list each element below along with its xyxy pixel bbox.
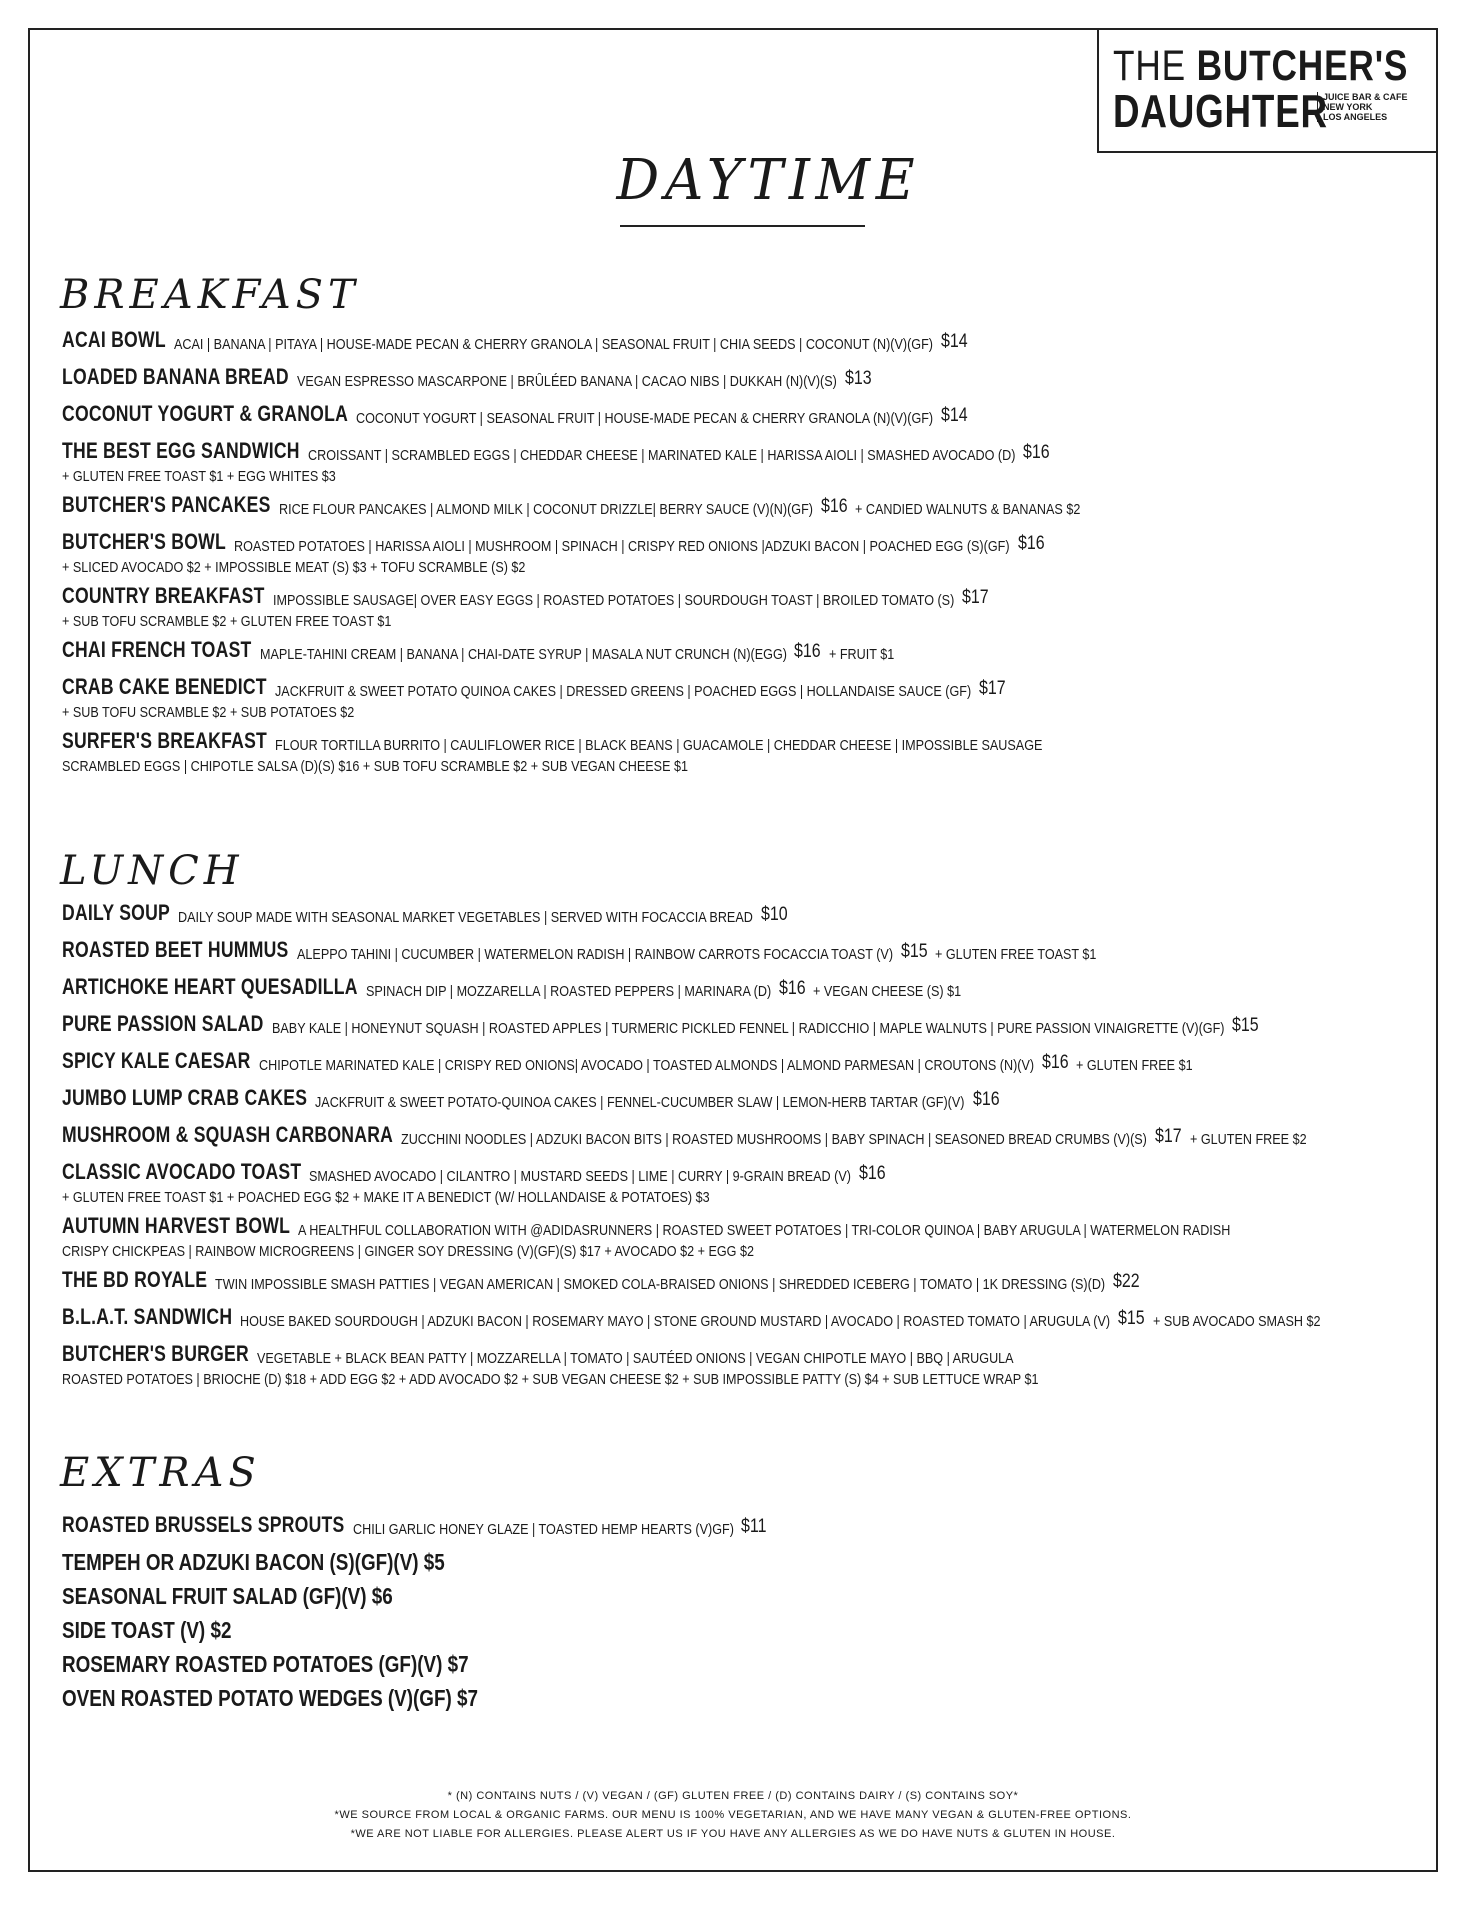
menu-item bbox=[62, 402, 1432, 431]
item-addon: + GLUTEN FREE $1 bbox=[1076, 1057, 1193, 1074]
brand-subtitle: JUICE BAR & CAFE NEW YORK LOS ANGELES bbox=[1317, 92, 1408, 122]
item-addon: + GLUTEN FREE TOAST $1 bbox=[935, 946, 1097, 963]
brand-line1: THE BUTCHER'S bbox=[1113, 42, 1409, 90]
menu-item bbox=[62, 938, 1432, 967]
item-name: CHAI FRENCH TOAST bbox=[62, 637, 252, 662]
item-desc: RICE FLOUR PANCAKES | ALMOND MILK | COCONUT DRIZZLE| BERRY SAUCE (V)(N)(GF) bbox=[278, 501, 813, 518]
menu-item bbox=[62, 1305, 1432, 1334]
list-item: SEASONAL FRUIT SALAD (GF)(V) $6 bbox=[62, 1583, 393, 1609]
menu-item bbox=[62, 439, 1432, 485]
menu-item bbox=[62, 530, 1432, 576]
item-price: $13 bbox=[844, 368, 872, 389]
item-desc: ACAI | BANANA | PITAYA | HOUSE-MADE PECAN & CHERRY GRANOLA | SEASONAL FRUIT | CHIA SEEDS | COCONUT (N)(V)(GF) bbox=[173, 336, 933, 353]
item-name: CRAB CAKE BENEDICT bbox=[62, 674, 267, 699]
item-addon: + GLUTEN FREE $2 bbox=[1189, 1131, 1307, 1148]
item-price: $15 bbox=[1118, 1308, 1145, 1329]
item-name: BUTCHER'S BURGER bbox=[62, 1341, 249, 1366]
brand-logo bbox=[1097, 28, 1438, 153]
item-price: $16 bbox=[1017, 533, 1045, 554]
menu-item bbox=[62, 1086, 1432, 1115]
menu-item bbox=[62, 901, 1432, 930]
item-addon: + CANDIED WALNUTS & BANANAS $2 bbox=[855, 501, 1081, 518]
list-item: ROSEMARY ROASTED POTATOES (GF)(V) $7 bbox=[62, 1651, 469, 1677]
list-item: OVEN ROASTED POTATO WEDGES (V)(GF) $7 bbox=[62, 1685, 479, 1711]
menu-item bbox=[62, 1160, 1432, 1206]
item-price: $16 bbox=[1041, 1052, 1069, 1073]
item-desc: BABY KALE | HONEYNUT SQUASH | ROASTED APPLES | TURMERIC PICKLED FENNEL | RADICCHIO | MAPLE WALNUTS | PURE PASSION VINAIGRETTE (V)(GF) bbox=[271, 1020, 1224, 1037]
item-desc: FLOUR TORTILLA BURRITO | CAULIFLOWER RICE | BLACK BEANS | GUACAMOLE | CHEDDAR CHEESE | IMPOSSIBLE SAUSAGE bbox=[275, 737, 1043, 754]
item-desc: DAILY SOUP MADE WITH SEASONAL MARKET VEGETABLES | SERVED WITH FOCACCIA BREAD bbox=[178, 909, 753, 926]
item-continuation: + SUB TOFU SCRAMBLE $2 + GLUTEN FREE TOAST $1 bbox=[62, 613, 392, 630]
menu-item bbox=[62, 1214, 1432, 1260]
menu-item bbox=[62, 1049, 1432, 1078]
item-name: ARTICHOKE HEART QUESADILLA bbox=[62, 974, 358, 999]
item-name: MUSHROOM & SQUASH CARBONARA bbox=[62, 1122, 394, 1147]
extras-list bbox=[62, 1513, 1432, 1712]
menu-item bbox=[62, 328, 1432, 357]
item-desc: COCONUT YOGURT | SEASONAL FRUIT | HOUSE-MADE PECAN & CHERRY GRANOLA (N)(V)(GF) bbox=[356, 410, 934, 427]
item-name: COCONUT YOGURT & GRANOLA bbox=[62, 401, 349, 426]
item-price: $16 bbox=[859, 1163, 886, 1184]
item-continuation: + GLUTEN FREE TOAST $1 + EGG WHITES $3 bbox=[62, 468, 336, 485]
item-name: SPICY KALE CAESAR bbox=[62, 1048, 251, 1073]
item-price: $10 bbox=[760, 904, 788, 925]
item-desc: A HEALTHFUL COLLABORATION WITH @ADIDASRUNNERS | ROASTED SWEET POTATOES | TRI-COLOR QUINOA | BABY ARUGULA | WATERMELON RADISH bbox=[298, 1222, 1231, 1239]
item-addon: + SUB AVOCADO SMASH $2 bbox=[1152, 1313, 1321, 1330]
menu-item bbox=[62, 1123, 1432, 1152]
item-desc: MAPLE-TAHINI CREAM | BANANA | CHAI-DATE SYRUP | MASALA NUT CRUNCH (N)(EGG) bbox=[259, 646, 787, 663]
item-desc: ZUCCHINI NOODLES | ADZUKI BACON BITS | ROASTED MUSHROOMS | BABY SPINACH | SEASONED BREAD CRUMBS (V)(S) bbox=[401, 1131, 1147, 1148]
item-name: THE BEST EGG SANDWICH bbox=[62, 438, 300, 463]
item-name: ROASTED BRUSSELS SPROUTS bbox=[62, 1512, 345, 1537]
menu-item bbox=[62, 675, 1432, 721]
menu-item bbox=[62, 1012, 1432, 1041]
item-desc: CROISSANT | SCRAMBLED EGGS | CHEDDAR CHEESE | MARINATED KALE | HARISSA AIOLI | SMASHED AVOCADO (D) bbox=[307, 447, 1016, 464]
footer-line: *WE ARE NOT LIABLE FOR ALLERGIES. PLEASE ALERT US IF YOU HAVE ANY ALLERGIES AS WE DO HAVE NUTS & GLUTEN IN HOUSE. bbox=[350, 1828, 1116, 1840]
item-price: $17 bbox=[961, 587, 989, 608]
item-continuation: + SUB TOFU SCRAMBLE $2 + SUB POTATOES $2 bbox=[62, 704, 355, 721]
item-desc: VEGETABLE + BLACK BEAN PATTY | MOZZARELLA | TOMATO | SAUTÉED ONIONS | VEGAN CHIPOTLE MAYO | BBQ | ARUGULA bbox=[256, 1350, 1014, 1367]
menu-item bbox=[62, 1342, 1432, 1388]
item-price: $16 bbox=[794, 641, 822, 662]
item-desc: HOUSE BAKED SOURDOUGH | ADZUKI BACON | ROSEMARY MAYO | STONE GROUND MUSTARD | AVOCADO | ROASTED TOMATO | ARUGULA (V) bbox=[240, 1313, 1111, 1330]
item-name: COUNTRY BREAKFAST bbox=[62, 583, 265, 608]
footer-line: * (N) CONTAINS NUTS / (V) VEGAN / (GF) GLUTEN FREE / (D) CONTAINS DAIRY / (S) CONTAINS SOY* bbox=[447, 1790, 1019, 1802]
item-desc: SMASHED AVOCADO | CILANTRO | MUSTARD SEEDS | LIME | CURRY | 9-GRAIN BREAD (V) bbox=[309, 1168, 852, 1185]
page-title: DAYTIME bbox=[616, 148, 921, 213]
item-desc: IMPOSSIBLE SAUSAGE| OVER EASY EGGS | ROASTED POTATOES | SOURDOUGH TOAST | BROILED TOMATO (S) bbox=[272, 592, 954, 609]
breakfast-heading: BREAKFAST bbox=[60, 272, 360, 318]
item-price: $14 bbox=[940, 331, 968, 352]
item-price: $16 bbox=[972, 1089, 1000, 1110]
item-name: ROASTED BEET HUMMUS bbox=[62, 937, 289, 962]
footer-notes bbox=[28, 1790, 1438, 1847]
item-name: DAILY SOUP bbox=[62, 900, 171, 925]
item-price: $11 bbox=[741, 1516, 767, 1537]
item-continuation: CRISPY CHICKPEAS | RAINBOW MICROGREENS | GINGER SOY DRESSING (V)(GF)(S) $17 + AVOCADO $2 + EGG $2 bbox=[62, 1243, 755, 1260]
item-name: SURFER'S BREAKFAST bbox=[62, 728, 268, 753]
menu-item bbox=[62, 1268, 1432, 1297]
item-price: $16 bbox=[820, 496, 848, 517]
brand-line2: DAUGHTER bbox=[1113, 85, 1328, 137]
item-price: $15 bbox=[900, 941, 928, 962]
item-desc: SPINACH DIP | MOZZARELLA | ROASTED PEPPERS | MARINARA (D) bbox=[365, 983, 771, 1000]
item-name: BUTCHER'S PANCAKES bbox=[62, 492, 271, 517]
breakfast-list bbox=[62, 328, 1432, 783]
item-name: JUMBO LUMP CRAB CAKES bbox=[62, 1085, 308, 1110]
item-continuation: SCRAMBLED EGGS | CHIPOTLE SALSA (D)(S) $16 + SUB TOFU SCRAMBLE $2 + SUB VEGAN CHEESE $1 bbox=[62, 758, 689, 775]
item-price: $16 bbox=[778, 978, 806, 999]
menu-item bbox=[62, 493, 1432, 522]
item-desc: CHIPOTLE MARINATED KALE | CRISPY RED ONIONS| AVOCADO | TOASTED ALMONDS | ALMOND PARMESAN | CROUTONS (N)(V) bbox=[258, 1057, 1034, 1074]
list-item: TEMPEH OR ADZUKI BACON (S)(GF)(V) $5 bbox=[62, 1549, 445, 1575]
menu-item bbox=[62, 638, 1432, 667]
item-desc: ALEPPO TAHINI | CUCUMBER | WATERMELON RADISH | RAINBOW CARROTS FOCACCIA TOAST (V) bbox=[296, 946, 893, 963]
item-price: $14 bbox=[941, 405, 968, 426]
item-desc: JACKFRUIT & SWEET POTATO QUINOA CAKES | DRESSED GREENS | POACHED EGGS | HOLLANDAISE SAUCE (GF) bbox=[274, 683, 971, 700]
item-price: $15 bbox=[1232, 1015, 1259, 1036]
item-name: LOADED BANANA BREAD bbox=[62, 364, 289, 389]
item-name: AUTUMN HARVEST BOWL bbox=[62, 1213, 291, 1238]
title-underline bbox=[620, 225, 865, 227]
item-continuation: + GLUTEN FREE TOAST $1 + POACHED EGG $2 + MAKE IT A BENEDICT (W/ HOLLANDAISE & POTATOES) $3 bbox=[62, 1189, 710, 1206]
item-price: $22 bbox=[1113, 1271, 1140, 1292]
footer-line: *WE SOURCE FROM LOCAL & ORGANIC FARMS. OUR MENU IS 100% VEGETARIAN, AND WE HAVE MANY VEGAN & GLUTEN-FREE OPTIONS. bbox=[334, 1809, 1132, 1821]
item-addon: + FRUIT $1 bbox=[829, 646, 895, 663]
item-desc: JACKFRUIT & SWEET POTATO-QUINOA CAKES | FENNEL-CUCUMBER SLAW | LEMON-HERB TARTAR (GF)(V) bbox=[315, 1094, 965, 1111]
extras-heading: EXTRAS bbox=[60, 1450, 261, 1496]
list-item: SIDE TOAST (V) $2 bbox=[62, 1617, 232, 1643]
list-item bbox=[62, 1513, 1432, 1542]
menu-item bbox=[62, 365, 1432, 394]
lunch-heading: LUNCH bbox=[60, 848, 244, 894]
menu-item bbox=[62, 584, 1432, 630]
item-name: CLASSIC AVOCADO TOAST bbox=[62, 1159, 302, 1184]
item-desc: VEGAN ESPRESSO MASCARPONE | BRÛLÉED BANANA | CACAO NIBS | DUKKAH (N)(V)(S) bbox=[296, 373, 837, 390]
item-name: THE BD ROYALE bbox=[62, 1267, 208, 1292]
menu-item bbox=[62, 729, 1432, 775]
item-name: B.L.A.T. SANDWICH bbox=[62, 1304, 233, 1329]
item-desc: ROASTED POTATOES | HARISSA AIOLI | MUSHROOM | SPINACH | CRISPY RED ONIONS |ADZUKI BACON | POACHED EGG (S)(GF) bbox=[233, 538, 1010, 555]
item-continuation: + SLICED AVOCADO $2 + IMPOSSIBLE MEAT (S) $3 + TOFU SCRAMBLE (S) $2 bbox=[62, 559, 526, 576]
item-price: $17 bbox=[1154, 1126, 1182, 1147]
item-price: $17 bbox=[978, 678, 1006, 699]
item-name: ACAI BOWL bbox=[62, 327, 166, 352]
item-price: $16 bbox=[1023, 442, 1050, 463]
item-continuation: ROASTED POTATOES | BRIOCHE (D) $18 + ADD EGG $2 + ADD AVOCADO $2 + SUB VEGAN CHEESE $2 + SUB IMPOSSIBLE PATTY (S) $4 + SUB LETTUCE WRAP $1 bbox=[62, 1371, 1039, 1388]
lunch-list bbox=[62, 901, 1432, 1396]
item-name: PURE PASSION SALAD bbox=[62, 1011, 264, 1036]
item-desc: TWIN IMPOSSIBLE SMASH PATTIES | VEGAN AMERICAN | SMOKED COLA-BRAISED ONIONS | SHREDDED ICEBERG | TOMATO | 1K DRESSING (S)(D) bbox=[215, 1276, 1106, 1293]
item-name: BUTCHER'S BOWL bbox=[62, 529, 226, 554]
menu-item bbox=[62, 975, 1432, 1004]
item-addon: + VEGAN CHEESE (S) $1 bbox=[813, 983, 962, 1000]
item-desc: CHILI GARLIC HONEY GLAZE | TOASTED HEMP HEARTS (V)GF) bbox=[352, 1521, 734, 1538]
